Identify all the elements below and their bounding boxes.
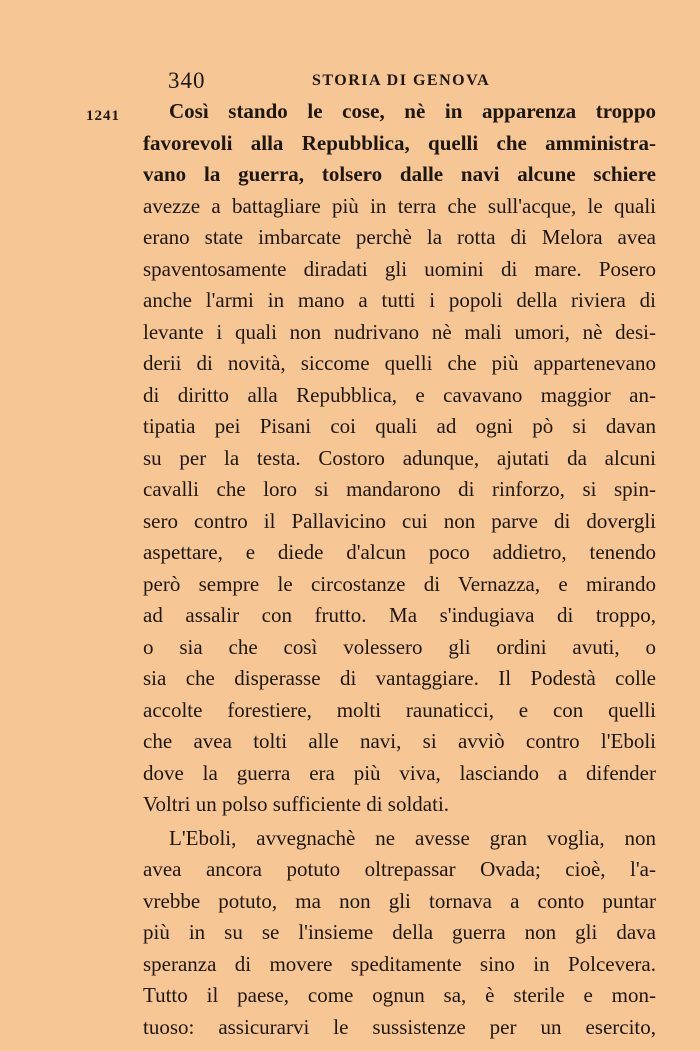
- text-line: ad assalir con frutto. Ma s'indugiava di troppo,: [143, 603, 656, 627]
- paragraph: [143, 96, 656, 821]
- text-line: avezze a battagliare più in terra che sull'acque, le quali: [143, 193, 656, 218]
- text-line: levante i quali non nudrivano nè mali umori, nè desi-: [143, 319, 656, 344]
- text-line: L'Eboli, avvegnachè ne avesse gran voglia, non: [169, 825, 656, 850]
- text-line: favorevoli alla Repubblica, quelli che amministra-: [143, 130, 656, 155]
- text-line: Voltri un polso sufficiente di soldati.: [143, 792, 450, 816]
- text-line: erano state imbarcate perchè la rotta di Melora avea: [143, 225, 656, 249]
- text-line: di diritto alla Repubblica, e cavavano maggior an-: [143, 382, 656, 407]
- margin-year-note: 1241: [86, 108, 120, 124]
- text-line: Tutto il paese, come ognun sa, è sterile e mon-: [143, 983, 656, 1007]
- text-line: accolte forestiere, molti raunaticci, e con quelli: [143, 697, 656, 722]
- text-line: tipatia pei Pisani coi quali ad ogni pò si davan: [143, 414, 656, 438]
- text-line: o sia che così volessero gli ordini avuti, o: [143, 634, 656, 659]
- text-line: anche l'armi in mano a tutti i popoli della riviera di: [143, 288, 656, 312]
- paragraph: [143, 823, 656, 1044]
- text-line: aspettare, e diede d'alcun poco addietro, tenendo: [143, 540, 656, 564]
- text-line: sia che disperasse di vantaggiare. Il Podestà colle: [143, 666, 656, 690]
- running-title: STORIA DI GENOVA: [312, 72, 491, 89]
- text-line: avea ancora potuto oltrepassar Ovada; cioè, l'a-: [143, 857, 656, 881]
- text-line: derii di novità, siccome quelli che più appartenevano: [143, 351, 656, 375]
- paragraphs: [143, 96, 656, 1043]
- text-line: cavalli che loro si mandarono di rinforzo, si spin-: [143, 477, 656, 501]
- text-line: dove la guerra era più viva, lasciando a difender: [143, 760, 656, 785]
- text-line: vano la guerra, tolsero dalle navi alcune schiere: [143, 162, 656, 186]
- text-line: tuoso: assicurarvi le sussistenze per un esercito,: [143, 1014, 656, 1039]
- page-number: 340: [168, 68, 206, 93]
- page-header: [168, 68, 656, 96]
- text-line: Così stando le cose, nè in apparenza troppo: [169, 99, 656, 123]
- text-line: vrebbe potuto, ma non gli tornava a conto puntar: [143, 888, 656, 913]
- text-line: più in su se l'insieme della guerra non gli dava: [143, 920, 656, 944]
- text-line: speranza di movere speditamente sino in Polcevera.: [143, 951, 656, 976]
- text-line: sero contro il Pallavicino cui non parve di dovergli: [143, 508, 656, 533]
- text-line: però sempre le circostanze di Vernazza, e mirando: [143, 571, 656, 596]
- text-line: su per la testa. Costoro adunque, ajutati da alcuni: [143, 445, 656, 470]
- body-text: [143, 96, 656, 1043]
- text-line: spaventosamente diradati gli uomini di mare. Posero: [143, 256, 656, 281]
- text-line: che avea tolti alle navi, si avviò contro l'Eboli: [143, 729, 656, 753]
